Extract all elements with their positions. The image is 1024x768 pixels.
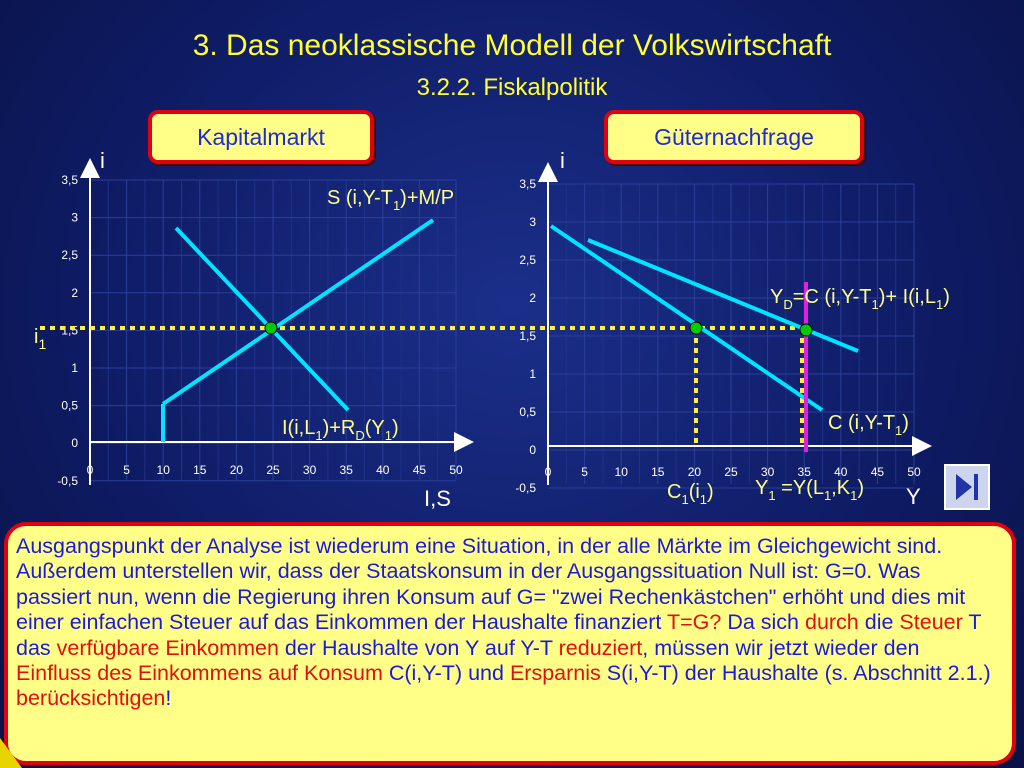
x-tick-label: 5 (123, 463, 130, 477)
x-tick-label: 30 (302, 463, 317, 477)
y-tick-label: 1 (71, 361, 78, 375)
slide-title: 3. Das neoklassische Modell der Volkswirtschaft (192, 29, 832, 62)
x-tick-label: 45 (412, 463, 427, 477)
explanation-text: Ausgangspunkt der Analyse ist wiederum eine Situation, in der alle Märkte im Gleichgewicht sind. Außerdem unterstellen wir, dass der Staatskonsum in der Ausgangssituation Null ist: G=0. Was passiert nun, wenn die Regierung ihren Konsum auf G= "zwei Rechenkästchen" erhöht und dies mit einer einfachen Steuer auf das Einkommen der Haushalte finanziert T=G? Da sich durch die Steuer T das verfügbare Einkommen der Haushalte von Y auf Y-T reduziert, müssen wir jetzt wieder den Einfluss des Einkommens auf Konsum C(i,Y-T) und Ersparnis S(i,Y-T) der Haushalte (s. Abschnitt 2.1.) berücksichtigen! (4, 522, 1016, 765)
y-tick-label: 2,5 (519, 253, 536, 267)
y-tick-label: 0,5 (61, 398, 78, 413)
x-tick-label: 10 (156, 463, 170, 477)
y-tick-label: 0 (71, 436, 78, 451)
y-tick-label: 0,5 (519, 405, 536, 419)
x-tick-label: 40 (376, 463, 390, 477)
x-tick-label: 50 (449, 463, 463, 477)
x-tick-label: 25 (266, 463, 280, 477)
s-curve (163, 220, 433, 404)
y1-label: $Y_1 =Y(L_1,K_1)$ (755, 477, 864, 503)
y-tick-label: 2 (71, 285, 78, 300)
y-tick-label: 3 (529, 215, 536, 229)
skip-end-icon (950, 470, 984, 504)
x-tick-label: 15 (193, 463, 207, 477)
i1-label: $i_1$ (34, 326, 47, 352)
kapitalmarkt-label: Kapitalmarkt (148, 110, 374, 164)
yd-curve-label: $Y_D=C$ $(i,Y-T_1)+ I(i,L_1)$ (770, 286, 950, 312)
skip-to-end-button[interactable] (944, 464, 990, 510)
right-chart-grid (548, 184, 914, 488)
x-tick-label: 40 (834, 465, 848, 479)
i-curve-label: $I(i,L_1)+R_D(Y_1)$ (282, 417, 399, 443)
y-tick-label: 1,5 (61, 323, 78, 338)
right-y-axis-label: i (560, 148, 565, 173)
c-curve-label: C $(i,Y-T_1)$ (828, 412, 909, 438)
x-tick-label: 20 (687, 465, 702, 479)
x-tick-label: 35 (797, 465, 811, 479)
x-tick-label: 25 (724, 465, 738, 479)
y-tick-label: 1 (529, 367, 536, 381)
left-y-axis-label: i (100, 148, 105, 173)
c1-label: $C_1(i_1)$ (667, 481, 714, 507)
y-tick-label: 0 (529, 443, 536, 457)
gueternachfrage-label: Güternachfrage (604, 110, 864, 164)
y-tick-label: 1,5 (519, 329, 536, 343)
x-tick-label: 15 (651, 465, 665, 479)
y1-marker (800, 324, 812, 336)
y-tick-label: -0,5 (515, 481, 536, 495)
left-x-axis-label: I,S (424, 486, 451, 511)
corner-decoration (0, 738, 22, 768)
x-tick-label: 5 (581, 465, 588, 479)
right-x-axis-label: Y (906, 484, 921, 509)
equilibrium-marker-left (265, 322, 277, 334)
x-tick-label: 50 (907, 465, 921, 479)
x-tick-label: 0 (86, 463, 94, 477)
y-tick-label: 2 (529, 291, 536, 305)
x-tick-label: 10 (614, 465, 628, 479)
x-tick-label: 45 (870, 465, 885, 479)
y-tick-label: 3 (71, 210, 78, 225)
x-tick-label: 35 (339, 463, 353, 477)
x-tick-label: 0 (544, 465, 552, 479)
y-tick-label: -0,5 (57, 473, 78, 488)
y-tick-label: 3,5 (519, 177, 536, 191)
slide-subtitle: 3.2.2. Fiskalpolitik (416, 74, 608, 101)
s-curve-label: S $(i,Y-T_1)+M/P$ (327, 187, 455, 213)
x-tick-label: 20 (229, 463, 244, 477)
c1-marker (690, 322, 702, 334)
x-tick-label: 30 (760, 465, 775, 479)
y-tick-label: 3,5 (61, 173, 78, 187)
y-tick-label: 2,5 (61, 248, 78, 263)
